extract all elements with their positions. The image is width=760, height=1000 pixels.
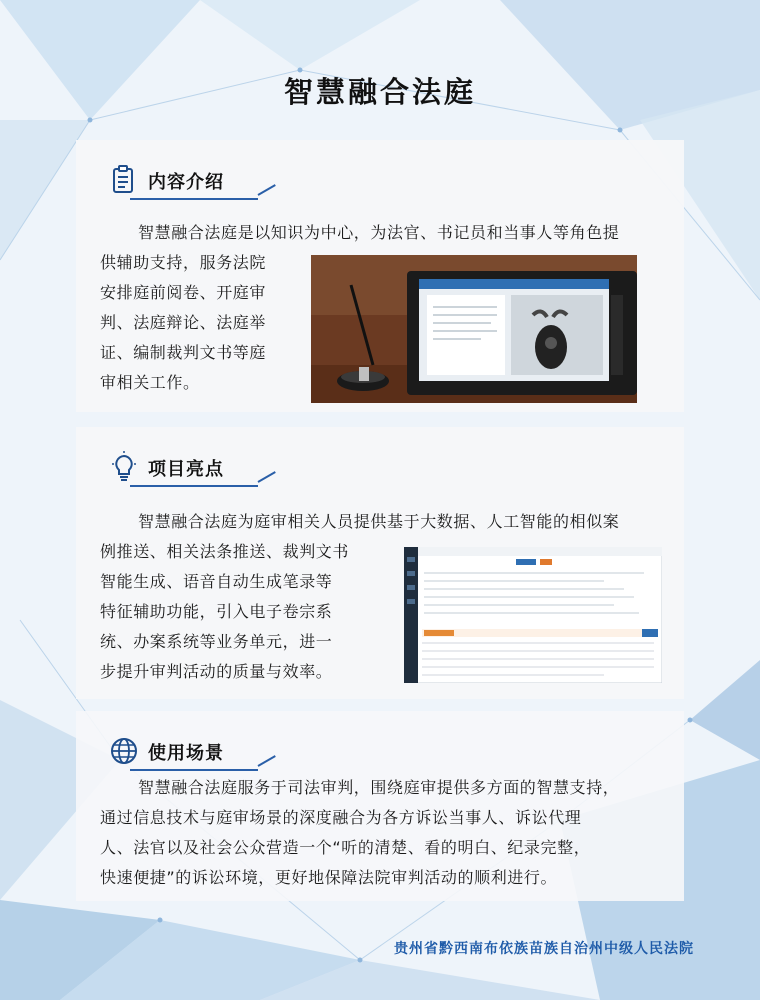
court-name-footer: 贵州省黔西南布依族苗族自治州中级人民法院 <box>394 941 694 957</box>
section-heading-label: 内容介绍 <box>148 172 224 193</box>
section-content-intro <box>76 140 684 412</box>
paragraph-line: 步提升审判活动的质量与效率。 <box>100 662 333 681</box>
heading-underline-tick <box>258 755 276 767</box>
lightbulb-icon <box>108 451 140 483</box>
paragraph-line: 供辅助支持，服务法院 <box>100 253 267 272</box>
paragraph-line: 安排庭前阅卷、开庭审 <box>100 283 267 302</box>
paragraph-line: 审相关工作。 <box>100 373 200 392</box>
section-heading <box>102 449 262 489</box>
section-project-highlights <box>76 427 684 699</box>
paragraph-line: 人、法官以及社会公众营造一个“听的清楚、看的明白、纪录完整， <box>100 838 591 857</box>
courtroom-terminal-photo <box>311 255 637 403</box>
heading-underline <box>130 198 258 200</box>
section-heading <box>102 733 262 773</box>
paragraph-line: 智慧融合法庭为庭审相关人员提供基于大数据、人工智能的相似案 <box>138 512 620 531</box>
section-heading-label: 使用场景 <box>148 743 224 764</box>
paragraph-line: 判、法庭辩论、法庭举 <box>100 313 267 332</box>
heading-underline <box>130 769 258 771</box>
heading-underline-tick <box>258 471 276 483</box>
section-heading <box>102 162 262 202</box>
paragraph-line: 例推送、相关法条推送、裁判文书 <box>100 542 350 561</box>
globe-icon <box>108 735 140 767</box>
heading-underline-tick <box>258 184 276 196</box>
paragraph-line: 智慧融合法庭是以知识为中心，为法官、书记员和当事人等角色提 <box>138 223 620 242</box>
page-title: 智慧融合法庭 <box>283 75 476 109</box>
paragraph-line: 特征辅助功能，引入电子卷宗系 <box>100 602 333 621</box>
system-screenshot <box>404 547 662 683</box>
paragraph-line: 快速便捷”的诉讼环境，更好地保障法院审判活动的顺利进行。 <box>100 868 558 887</box>
heading-underline <box>130 485 258 487</box>
paragraph-line: 智能生成、语音自动生成笔录等 <box>100 572 333 591</box>
section-heading-label: 项目亮点 <box>148 459 224 480</box>
paragraph-line: 统、办案系统等业务单元，进一 <box>100 632 333 651</box>
paragraph-line: 证、编制裁判文书等庭 <box>100 343 267 362</box>
clipboard-icon <box>108 164 140 196</box>
section-paragraph <box>100 773 619 893</box>
paragraph-line: 智慧融合法庭服务于司法审判，围绕庭审提供多方面的智慧支持， <box>138 778 620 797</box>
section-usage-scenarios <box>76 711 684 901</box>
paragraph-line: 通过信息技术与庭审场景的深度融合为各方诉讼当事人、诉讼代理 <box>100 808 582 827</box>
